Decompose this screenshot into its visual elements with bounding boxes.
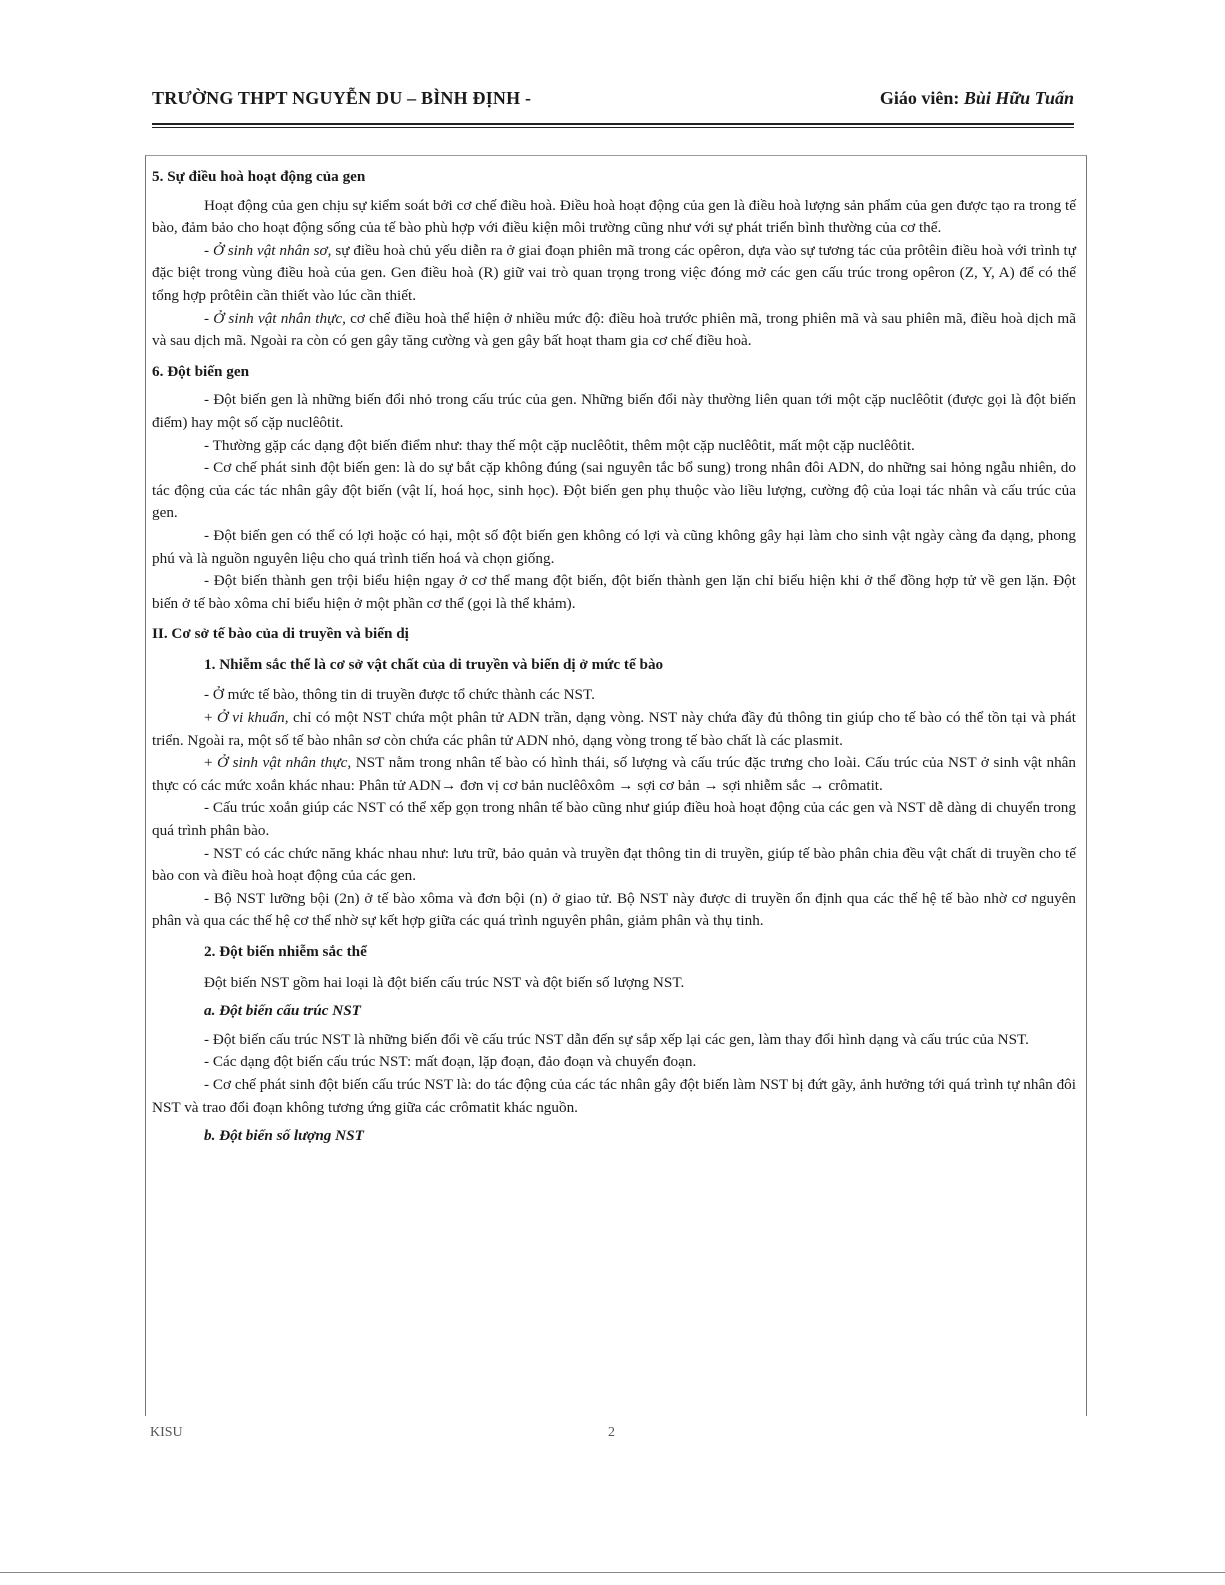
sec6-paragraph-3: - Cơ chế phát sinh đột biến gen: là do sự bắt cặp không đúng (sai nguyên tắc bổ sung) trong nhân đôi ADN, do những sai hỏng ngẫu nhiên, do tác động của các tác nhân gây đột biến (vật lí, hoá học, sinh học). Đột biến gen phụ thuộc vào liều lượng, cường độ của loại tác nhân và cấu trúc của gen.: [152, 459, 1076, 522]
sec6-paragraph-4: - Đột biến gen có thể có lợi hoặc có hại, một số đột biến gen không có lợi và cũng không gây hại làm cho sinh vật ngày càng đa dạng, phong phú và là nguồn nguyên liệu cho quá trình tiến hoá và chọn giống.: [152, 526, 1076, 567]
section-5-title: 5. Sự điều hoà hoạt động của gen: [152, 168, 366, 185]
sec5-paragraph-3: [152, 308, 1076, 353]
sec5-paragraph-2: [152, 240, 1076, 308]
secII-paragraph-1: - Ở mức tế bào, thông tin di truyền được tổ chức thành các NST.: [204, 686, 595, 704]
sec5-p2-prefix: -: [204, 241, 213, 259]
secII-p3-text: NST nằm trong nhân tế bào có hình thái, số lượng và cấu trúc đặc trưng cho loài. Cấu trúc của NST ở sinh vật nhân thực có các mức xoắn khác nhau: Phân tử ADN→ đơn vị cơ bản nuclêôxôm → sợi cơ bản → sợi nhiễm sắc → crômatit.: [152, 754, 1076, 794]
sec5-p3-prefix: -: [204, 309, 214, 327]
sub-a-paragraph-3: - Cơ chế phát sinh đột biến cấu trúc NST là: do tác động của các tác nhân gây đột biến làm NST bị đứt gãy, ảnh hưởng tới quá trình tự nhân đôi NST và trao đổi đoạn không tương ứng giữa các crômatit khác nguồn.: [152, 1075, 1076, 1116]
page-bottom-rule: [0, 1572, 1225, 1573]
secII-p2-italic: Ở vi khuẩn,: [216, 709, 289, 727]
secII-paragraph-4: - Cấu trúc xoắn giúp các NST có thể xếp gọn trong nhân tế bào cũng như giúp điều hoà hoạt động của các gen và NST dễ dàng di chuyển trong quá trình phân bào.: [152, 799, 1076, 840]
secII-p3-prefix: +: [204, 754, 218, 772]
subsection-a-title: a. Đột biến cấu trúc NST: [204, 1002, 361, 1020]
sec6-paragraph-2: - Thường gặp các dạng đột biến điểm như: thay thế một cặp nuclêôtit, thêm một cặp nuclêôtit, mất một cặp nuclêôtit.: [204, 436, 915, 454]
header-rule-thick: [152, 123, 1074, 125]
section-II-title: II. Cơ sở tế bào của di truyền và biến dị: [152, 625, 409, 643]
secII-paragraph-6: - Bộ NST lưỡng bội (2n) ở tế bào xôma và đơn bội (n) ở giao tử. Bộ NST này được di truyền ổn định qua các thế hệ tế bào nhờ cơ nguyên phân và qua các thế hệ cơ thể nhờ sự kết hợp giữa các quá trình nguyên phân, giảm phân và thụ tinh.: [152, 889, 1076, 930]
teacher-name: Bùi Hữu Tuấn: [963, 88, 1074, 108]
teacher-label: Giáo viên:: [879, 88, 964, 108]
secII-paragraph-5: - NST có các chức năng khác nhau như: lưu trữ, bảo quản và truyền đạt thông tin di truyền, giúp tế bào phân chia đều vật chất di truyền cho tế bào con và điều hoà hoạt động của các gen.: [152, 844, 1076, 885]
secII-p2-text: chỉ có một NST chứa một phân tử ADN trần, dạng vòng. NST này chứa đầy đủ thông tin giúp cho tế bào có thể tồn tại và phát triển. Ngoài ra, một số tế bào nhân sơ còn chứa các phân tử ADN nhỏ, dạng vòng trong tế bào chất là các plasmit.: [152, 709, 1076, 749]
secII-p3-italic: Ở sinh vật nhân thực,: [217, 754, 352, 772]
page-content: [152, 166, 1076, 1154]
subsection-b-title: b. Đột biến số lượng NST: [204, 1127, 364, 1145]
page-number: 2: [608, 1425, 615, 1440]
sec5-paragraph-1: Hoạt động của gen chịu sự kiểm soát bởi cơ chế điều hoà. Điều hoà hoạt động của gen là điều hoà lượng sản phẩm của gen được tạo ra trong tế bào, đảm bảo cho hoạt động sống của tế bào phù hợp với điều kiện môi trường cũng như với sự phát triển bình thường của cơ thể.: [152, 196, 1076, 237]
section-6-title: 6. Đột biến gen: [152, 362, 250, 380]
header-rule-thin: [152, 127, 1074, 128]
sec6-paragraph-1: - Đột biến gen là những biến đổi nhỏ trong cấu trúc của gen. Những biến đổi này thường liên quan tới một cặp nuclêôtit (được gọi là đột biến điểm) hay một số cặp nuclêôtit.: [152, 391, 1076, 431]
subsection-2-title: 2. Đột biến nhiễm sắc thể: [204, 943, 367, 960]
sec5-p2-italic: Ở sinh vật nhân sơ,: [212, 241, 332, 259]
sec5-p2-text: sự điều hoà chủ yếu diễn ra ở giai đoạn phiên mã trong các opêron, dựa vào sự tương tác của prôtêin điều hoà với trình tự đặc biệt trong vùng điều hoà của gen. Gen điều hoà (R) giữ vai trò quan trọng trong việc đóng mở các gen cấu trúc trong opêron (Z, Y, A) để có thể tổng hợp prôtêin cần thiết vào lúc cần thiết.: [152, 241, 1077, 304]
sec5-p3-italic: Ở sinh vật nhân thực,: [213, 309, 346, 327]
footer-label: KISU: [150, 1425, 183, 1440]
school-name: TRƯỜNG THPT NGUYỄN DU – BÌNH ĐỊNH -: [152, 88, 532, 108]
secII-paragraph-2: [152, 707, 1076, 752]
sub-a-paragraph-2: - Các dạng đột biến cấu trúc NST: mất đoạn, lặp đoạn, đảo đoạn và chuyển đoạn.: [204, 1053, 697, 1071]
teacher-info: [880, 88, 1074, 109]
subsection-2-intro: Đột biến NST gồm hai loại là đột biến cấu trúc NST và đột biến số lượng NST.: [204, 973, 685, 991]
sec5-p3-text: cơ chế điều hoà thể hiện ở nhiều mức độ: điều hoà trước phiên mã, trong phiên mã và sau phiên mã, điều hoà dịch mã và sau dịch mã. Ngoài ra còn có gen gây tăng cường và gen gây bất hoạt tham gia cơ chế điều hoà.: [152, 309, 1076, 350]
sec6-paragraph-5: - Đột biến thành gen trội biểu hiện ngay ở cơ thể mang đột biến, đột biến thành gen lặn chỉ biểu hiện khi ở thể đồng hợp tử về gen lặn. Đột biến ở tế bào xôma chỉ biểu hiện ở một phần cơ thể (gọi là thể khảm).: [152, 572, 1076, 612]
subsection-1-title: 1. Nhiễm sắc thể là cơ sở vật chất của di truyền và biến dị ở mức tế bào: [204, 655, 664, 673]
page-header: [152, 84, 1074, 118]
sub-a-paragraph-1: - Đột biến cấu trúc NST là những biến đổi về cấu trúc NST dẫn đến sự sắp xếp lại các gen, làm thay đổi hình dạng và cấu trúc của NST.: [204, 1030, 1029, 1048]
secII-paragraph-3: [152, 752, 1076, 797]
secII-p2-prefix: +: [204, 709, 217, 727]
